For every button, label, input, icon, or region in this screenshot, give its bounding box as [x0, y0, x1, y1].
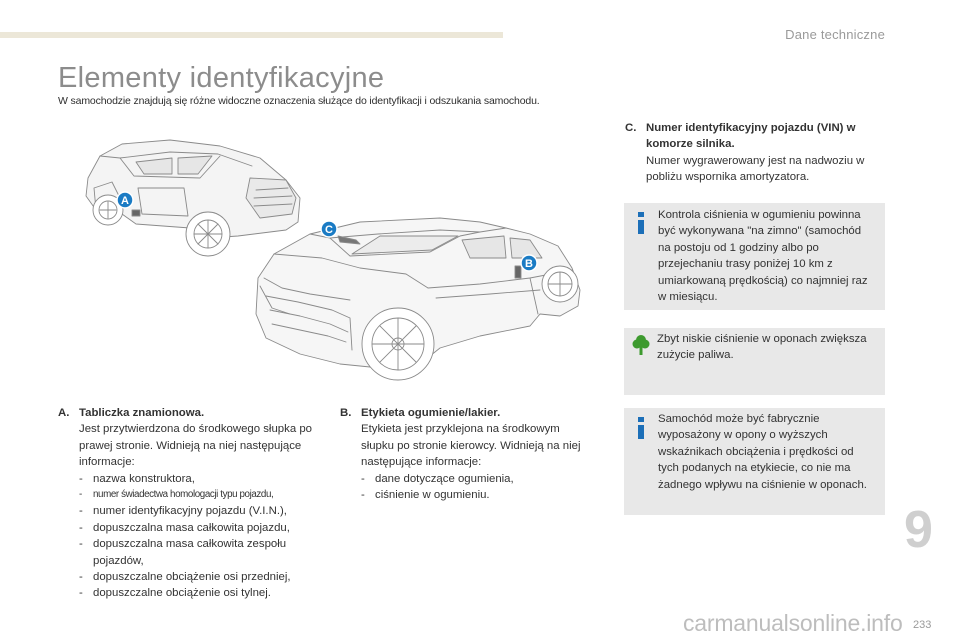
note-3-text: Samochód może być fabrycznie wyposażony w opony o wyższych wskaźnikach obciążenia i prędkości od tych podanych na etykiecie, co nie ma żadnego wpływu na ciśnienie w oponach.	[658, 413, 867, 491]
list-item: - numer identyfikacyjny pojazdu (V.I.N.),	[79, 505, 287, 518]
section-c-body: Numer wygrawerowany jest na nadwoziu w pobliżu wspornika amortyzatora.	[646, 154, 865, 184]
marker-a-label: A	[121, 195, 129, 207]
note-1-text: Kontrola ciśnienia w ogumieniu powinna być wykonywana "na zimno" (samochód na postoju od 1 godziny albo po przejechaniu trasy poniżej 10 km z umiarkowaną prędkością) co najmniej raz w miesiącu.	[658, 209, 868, 304]
section-name: Dane techniczne	[785, 27, 885, 42]
note-2-text: Zbyt niskie ciśnienie w oponach zwiększa zużycie paliwa.	[657, 333, 867, 362]
section-b	[340, 405, 590, 503]
car-illustration	[60, 118, 600, 393]
list-item: - numer świadectwa homologacji typu pojazdu,	[79, 489, 274, 501]
section-a-list	[79, 471, 320, 602]
note-factory-tyres	[624, 408, 885, 515]
header-bar	[0, 32, 503, 38]
marker-c	[321, 221, 337, 237]
marker-b-label: B	[525, 258, 533, 270]
marker-a	[117, 192, 133, 208]
marker-c-label: C	[325, 224, 333, 236]
note-fuel-consumption	[624, 328, 885, 395]
info-icon	[634, 212, 648, 234]
chapter-number: 9	[904, 501, 933, 559]
section-b-letter: B.	[340, 407, 352, 419]
marker-b	[521, 255, 537, 271]
section-b-heading: Etykieta ogumienie/lakier.	[361, 407, 501, 419]
eco-tree-icon	[632, 334, 650, 356]
list-item: - dopuszczalna masa całkowita zespołu pojazdów,	[79, 538, 287, 567]
section-c	[625, 120, 885, 186]
list-item: - dopuszczalne obciążenie osi przedniej,	[79, 571, 291, 584]
section-b-list	[361, 471, 590, 504]
list-item: - nazwa konstruktora,	[79, 472, 195, 485]
list-item: - ciśnienie w ogumieniu.	[361, 489, 490, 502]
section-b-body: Etykieta jest przyklejona na środkowym słupku po stronie kierowcy. Widnieją na niej następujące informacje:	[361, 423, 581, 469]
list-item: - dane dotyczące ogumienia,	[361, 472, 514, 485]
list-item: - dopuszczalne obciążenie osi tylnej.	[79, 587, 271, 600]
watermark: carmanualsonline.info	[683, 610, 903, 636]
intro-text: W samochodzie znajdują się różne widoczne oznaczenia służące do identyfikacji i odszukania samochodu.	[58, 95, 540, 107]
section-a-heading: Tabliczka znamionowa.	[79, 407, 205, 419]
section-a-body: Jest przytwierdzona do środkowego słupka po prawej stronie. Widnieją na niej następujące informacje:	[79, 423, 313, 469]
page-number: 233	[913, 619, 932, 631]
info-icon	[634, 417, 648, 439]
section-c-letter: C.	[625, 122, 637, 134]
section-a-letter: A.	[58, 407, 70, 419]
list-item: - dopuszczalna masa całkowita pojazdu,	[79, 521, 290, 534]
section-a	[58, 405, 320, 602]
note-tyre-pressure-check	[624, 203, 885, 310]
page-title: Elementy identyfikacyjne	[58, 62, 385, 94]
section-c-heading: Numer identyfikacyjny pojazdu (VIN) w komorze silnika.	[646, 122, 856, 151]
